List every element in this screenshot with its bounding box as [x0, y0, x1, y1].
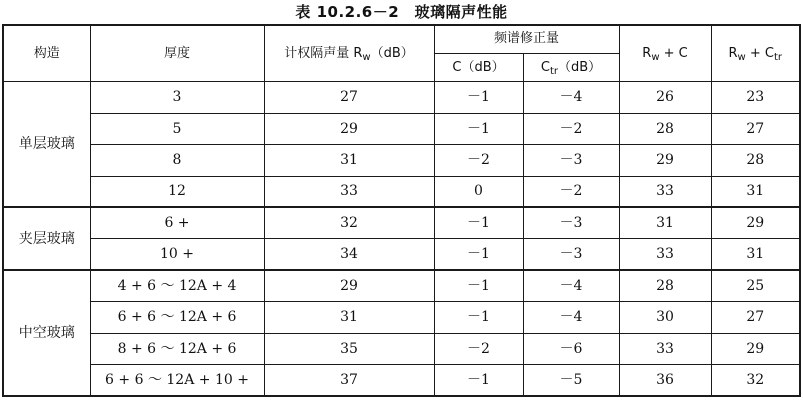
cell-c: －1	[434, 239, 523, 270]
cell-rwctr: 29	[711, 207, 800, 238]
cell-rwc: 36	[619, 365, 711, 396]
cell-rwc: 31	[619, 207, 711, 238]
cell-c: －1	[434, 365, 523, 396]
cell-rwc: 33	[619, 239, 711, 270]
header-rwctr-main: R	[728, 45, 738, 61]
cell-rwctr: 25	[711, 270, 800, 301]
cell-rw: 29	[264, 270, 434, 301]
header-thickness: 厚度	[90, 25, 264, 82]
cell-c: －1	[434, 302, 523, 333]
cell-rw: 27	[264, 82, 434, 113]
table-title: 表 10.2.6－2 玻璃隔声性能	[295, 3, 508, 21]
cell-rwctr: 23	[711, 82, 800, 113]
table-row	[3, 176, 800, 207]
cell-c: －1	[434, 270, 523, 301]
cell-c: －1	[434, 207, 523, 238]
cell-ctr: －6	[523, 333, 619, 364]
cell-rwctr: 27	[711, 302, 800, 333]
header-rwc-tail: + C	[659, 45, 688, 61]
cell-rwctr: 27	[711, 113, 800, 144]
header-row-1	[3, 25, 800, 53]
cell-ctr: －3	[523, 239, 619, 270]
header-c: C（dB）	[434, 53, 523, 81]
cell-rwctr: 28	[711, 145, 800, 176]
cell-rw: 31	[264, 145, 434, 176]
header-rwc-main: R	[642, 45, 652, 61]
cell-rw: 32	[264, 207, 434, 238]
cell-rwc: 30	[619, 302, 711, 333]
header-rw-plus-c	[619, 25, 711, 82]
header-rwctr-sub2: tr	[773, 51, 783, 63]
table-row	[3, 270, 800, 301]
cell-rw: 31	[264, 302, 434, 333]
table-row	[3, 207, 800, 238]
table-row	[3, 82, 800, 113]
cell-ctr: －4	[523, 302, 619, 333]
header-rwctr-mid: + C	[745, 45, 774, 61]
cell-thickness: 6 +	[90, 207, 264, 238]
header-ctr-main: C	[540, 59, 550, 75]
header-rw-plus-ctr	[711, 25, 800, 82]
header-structure: 构造	[3, 25, 90, 82]
cell-rw: 35	[264, 333, 434, 364]
group-name-cell: 夹层玻璃	[3, 207, 90, 270]
cell-rwc: 28	[619, 270, 711, 301]
cell-rw: 37	[264, 365, 434, 396]
cell-thickness: 3	[90, 82, 264, 113]
table-row	[3, 333, 800, 364]
table-row	[3, 302, 800, 333]
header-ctr	[523, 53, 619, 81]
cell-rw: 34	[264, 239, 434, 270]
cell-c: －2	[434, 333, 523, 364]
cell-rwc: 28	[619, 113, 711, 144]
cell-thickness: 5	[90, 113, 264, 144]
cell-rwctr: 31	[711, 239, 800, 270]
cell-thickness: 8	[90, 145, 264, 176]
cell-rwctr: 29	[711, 333, 800, 364]
cell-rwc: 33	[619, 333, 711, 364]
cell-thickness: 12	[90, 176, 264, 207]
cell-thickness: 6 + 6 ～ 12A + 6	[90, 302, 264, 333]
header-rw	[264, 25, 434, 82]
cell-ctr: －2	[523, 176, 619, 207]
cell-rw: 29	[264, 113, 434, 144]
group-name-cell: 中空玻璃	[3, 270, 90, 396]
header-spectrum: 频谱修正量	[434, 25, 619, 53]
cell-rwc: 33	[619, 176, 711, 207]
cell-rw: 33	[264, 176, 434, 207]
cell-ctr: －4	[523, 270, 619, 301]
glass-sound-insulation-table	[2, 24, 801, 397]
table-row	[3, 239, 800, 270]
cell-thickness: 4 + 6 ～ 12A + 4	[90, 270, 264, 301]
header-rw-label: 计权隔声量 R	[284, 45, 363, 61]
group-name-cell: 单层玻璃	[3, 82, 90, 208]
cell-ctr: －3	[523, 207, 619, 238]
table-row	[3, 365, 800, 396]
header-rw-unit: （dB）	[370, 45, 414, 61]
cell-rwc: 26	[619, 82, 711, 113]
cell-ctr: －3	[523, 145, 619, 176]
cell-rwctr: 31	[711, 176, 800, 207]
header-ctr-sub: tr	[549, 65, 558, 77]
table-row	[3, 145, 800, 176]
cell-thickness: 10 +	[90, 239, 264, 270]
cell-rwctr: 32	[711, 365, 800, 396]
cell-c: －2	[434, 145, 523, 176]
cell-c: －1	[434, 113, 523, 144]
cell-thickness: 6 + 6 ～ 12A + 10 +	[90, 365, 264, 396]
table-row	[3, 113, 800, 144]
cell-c: 0	[434, 176, 523, 207]
cell-ctr: －4	[523, 82, 619, 113]
cell-rwc: 29	[619, 145, 711, 176]
header-rw-sub: w	[362, 51, 371, 63]
cell-ctr: －2	[523, 113, 619, 144]
header-ctr-unit: （dB）	[557, 59, 602, 75]
cell-thickness: 8 + 6 ～ 12A + 6	[90, 333, 264, 364]
header-rwctr-sub: w	[737, 51, 746, 63]
cell-c: －1	[434, 82, 523, 113]
cell-ctr: －5	[523, 365, 619, 396]
header-rwc-sub: w	[651, 51, 660, 63]
